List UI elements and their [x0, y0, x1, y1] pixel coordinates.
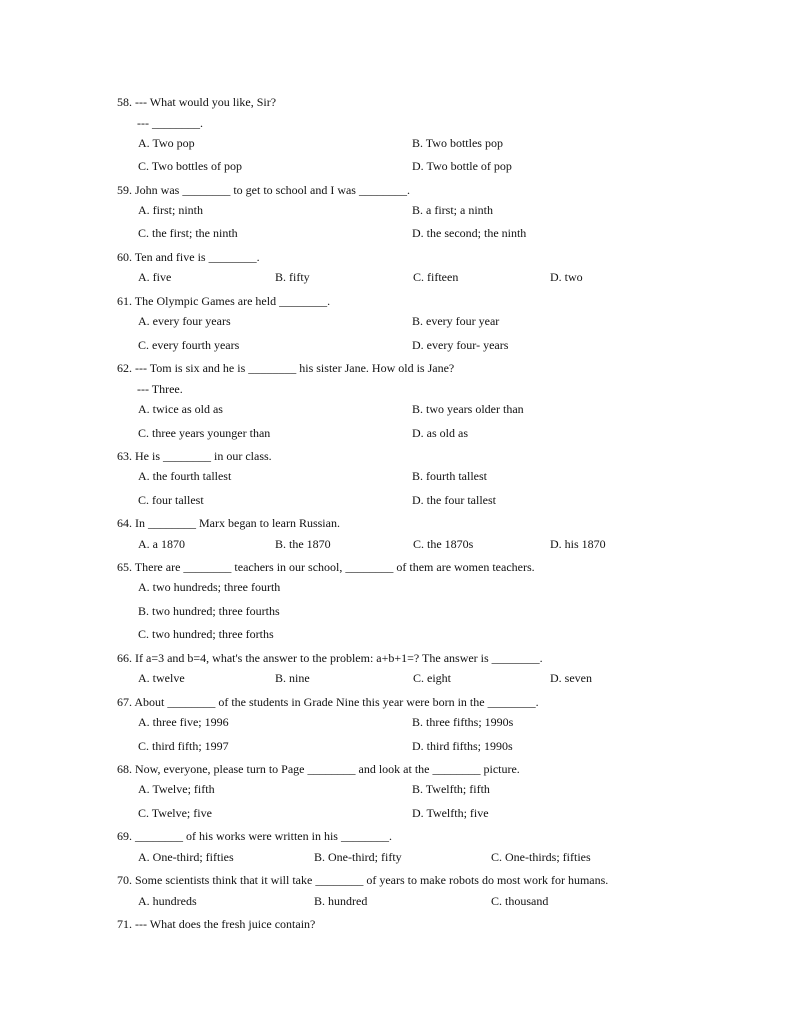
question-69-option-c: C. One-thirds; fifties: [491, 850, 591, 864]
question-67-option-d: D. third fifths; 1990s: [412, 739, 513, 753]
question-62-option-d: D. as old as: [412, 426, 468, 440]
question-63-stem: 63. He is ________ in our class.: [117, 449, 272, 463]
question-63-option-d: D. the four tallest: [412, 493, 496, 507]
question-67-stem: 67. About ________ of the students in Grade Nine this year were born in the ________.: [117, 695, 539, 709]
question-58-option-a: A. Two pop: [138, 136, 195, 150]
question-60-option-b: B. fifty: [275, 270, 310, 284]
question-66-option-a: A. twelve: [138, 671, 185, 685]
question-58-option-b: B. Two bottles pop: [412, 136, 503, 150]
question-65-option-c: C. two hundred; three forths: [138, 627, 274, 641]
question-59-option-b: B. a first; a ninth: [412, 203, 493, 217]
question-69-stem: 69. ________ of his works were written in his ________.: [117, 829, 392, 843]
question-69-option-a: A. One-third; fifties: [138, 850, 234, 864]
question-67-option-c: C. third fifth; 1997: [138, 739, 229, 753]
question-60-option-a: A. five: [138, 270, 172, 284]
question-63-option-b: B. fourth tallest: [412, 469, 487, 483]
question-61-option-a: A. every four years: [138, 314, 231, 328]
question-61-option-c: C. every fourth years: [138, 338, 240, 352]
question-66-stem: 66. If a=3 and b=4, what's the answer to the problem: a+b+1=? The answer is ________.: [117, 651, 543, 665]
question-62-option-a: A. twice as old as: [138, 402, 223, 416]
question-71-stem: 71. --- What does the fresh juice contain?: [117, 917, 316, 931]
question-61-option-d: D. every four- years: [412, 338, 509, 352]
question-58-option-c: C. Two bottles of pop: [138, 159, 242, 173]
question-62-stem: 62. --- Tom is six and he is ________ his sister Jane. How old is Jane?: [117, 361, 455, 375]
question-60-option-c: C. fifteen: [413, 270, 459, 284]
question-68-stem: 68. Now, everyone, please turn to Page ________ and look at the ________ picture.: [117, 762, 520, 776]
question-58-answer-line: --- ________.: [137, 116, 203, 130]
question-66-option-d: D. seven: [550, 671, 592, 685]
question-64-stem: 64. In ________ Marx began to learn Russian.: [117, 516, 340, 530]
question-60-stem: 60. Ten and five is ________.: [117, 250, 260, 264]
question-66-option-b: B. nine: [275, 671, 310, 685]
question-58-option-d: D. Two bottle of pop: [412, 159, 512, 173]
question-59-option-d: D. the second; the ninth: [412, 226, 527, 240]
question-61-stem: 61. The Olympic Games are held ________.: [117, 294, 331, 308]
question-67-option-a: A. three five; 1996: [138, 715, 229, 729]
question-64-option-c: C. the 1870s: [413, 537, 474, 551]
question-59-stem: 59. John was ________ to get to school and I was ________.: [117, 183, 410, 197]
question-65-option-a: A. two hundreds; three fourth: [138, 580, 281, 594]
question-58-stem: 58. --- What would you like, Sir?: [117, 95, 277, 109]
question-60-option-d: D. two: [550, 270, 583, 284]
question-68-option-d: D. Twelfth; five: [412, 806, 489, 820]
question-70-stem: 70. Some scientists think that it will take ________ of years to make robots do most work for humans.: [117, 873, 609, 887]
question-59-option-c: C. the first; the ninth: [138, 226, 238, 240]
question-68-option-b: B. Twelfth; fifth: [412, 782, 490, 796]
question-68-option-c: C. Twelve; five: [138, 806, 212, 820]
question-63-option-a: A. the fourth tallest: [138, 469, 232, 483]
question-70-option-a: A. hundreds: [138, 894, 197, 908]
question-59-option-a: A. first; ninth: [138, 203, 203, 217]
question-63-option-c: C. four tallest: [138, 493, 204, 507]
question-62-option-c: C. three years younger than: [138, 426, 271, 440]
question-62-option-b: B. two years older than: [412, 402, 524, 416]
question-70-option-b: B. hundred: [314, 894, 368, 908]
question-61-option-b: B. every four year: [412, 314, 500, 328]
question-64-option-a: A. a 1870: [138, 537, 185, 551]
question-62-answer-line: --- Three.: [137, 382, 183, 396]
question-67-option-b: B. three fifths; 1990s: [412, 715, 514, 729]
question-66-option-c: C. eight: [413, 671, 451, 685]
question-65-stem: 65. There are ________ teachers in our school, ________ of them are women teachers.: [117, 560, 535, 574]
question-64-option-b: B. the 1870: [275, 537, 331, 551]
question-70-option-c: C. thousand: [491, 894, 549, 908]
question-69-option-b: B. One-third; fifty: [314, 850, 402, 864]
question-65-option-b: B. two hundred; three fourths: [138, 604, 280, 618]
question-64-option-d: D. his 1870: [550, 537, 606, 551]
question-68-option-a: A. Twelve; fifth: [138, 782, 215, 796]
